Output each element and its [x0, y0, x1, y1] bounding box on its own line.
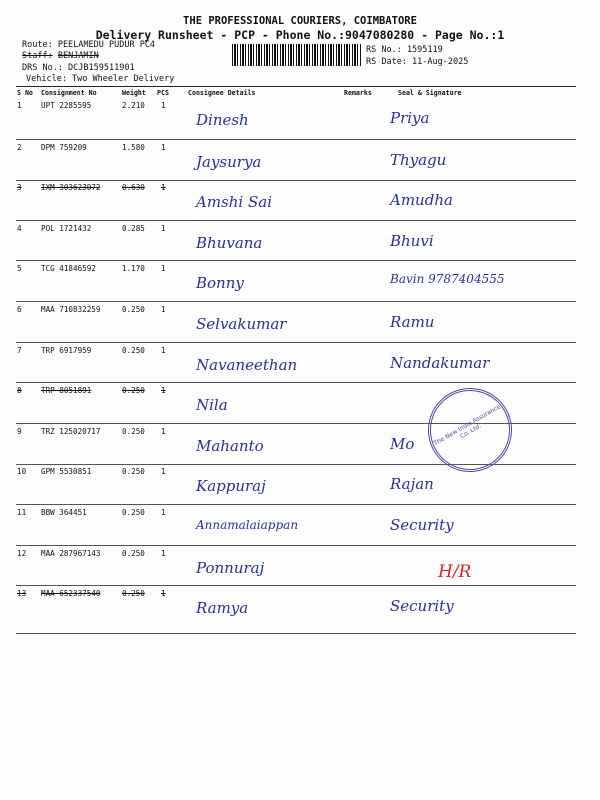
row-consignment: POL 1721432 — [41, 224, 92, 233]
row-pcs: 1 — [161, 183, 166, 192]
row-sno: 10 — [17, 467, 27, 476]
company-title: THE PROFESSIONAL COURIERS, COIMBATORE — [183, 15, 417, 27]
row-weight: 0.250 — [122, 346, 145, 355]
row-consignment: DPM 759209 — [41, 143, 87, 152]
row-weight: 0.250 — [122, 467, 145, 476]
consignee-signature: Bonny — [196, 274, 244, 292]
row-divider — [16, 301, 576, 302]
consignee-signature: Annamalaiappan — [196, 518, 299, 532]
rs-number: RS No.: 1595119 — [366, 45, 443, 55]
row-pcs: 1 — [161, 224, 166, 233]
row-sno: 4 — [17, 224, 22, 233]
seal-signature: Security — [390, 597, 454, 615]
row-divider — [16, 633, 576, 634]
row-divider — [16, 342, 576, 343]
row-consignment: IXM 303623072 — [41, 183, 101, 192]
route-line: Route: PEELAMEDU PUDUR PC4 — [22, 40, 156, 50]
row-sno: 11 — [17, 508, 27, 517]
row-sno: 3 — [17, 183, 22, 192]
row-pcs: 1 — [161, 305, 166, 314]
seal-signature: Mo — [390, 435, 415, 453]
staff-name: BENJAMIN — [57, 51, 99, 61]
consignee-signature: Ramya — [196, 599, 249, 617]
rs-date: RS Date: 11-Aug-2025 — [366, 57, 469, 67]
row-pcs: 1 — [161, 508, 166, 517]
row-weight: 0.250 — [122, 427, 145, 436]
consignee-signature: Nila — [196, 396, 228, 414]
row-pcs: 1 — [161, 549, 166, 558]
row-consignment: MAA 710832259 — [41, 305, 101, 314]
header-rule — [16, 86, 576, 87]
seal-signature: Ramu — [390, 313, 435, 331]
row-pcs: 1 — [161, 143, 166, 152]
consignee-signature: Mahanto — [196, 437, 264, 455]
row-sno: 5 — [17, 264, 22, 273]
row-sno: 8 — [17, 386, 22, 395]
row-sno: 6 — [17, 305, 22, 314]
seal-signature: Nandakumar — [390, 354, 490, 372]
row-consignment: GPM 5530851 — [41, 467, 92, 476]
staff-label: Staff: — [22, 51, 53, 61]
row-weight: 1.170 — [122, 264, 145, 273]
row-sno: 7 — [17, 346, 22, 355]
row-sno: 2 — [17, 143, 22, 152]
row-weight: 0.250 — [122, 386, 145, 395]
row-consignment: TRP 8051891 — [41, 386, 92, 395]
row-divider — [16, 545, 576, 546]
row-weight: 0.250 — [122, 305, 145, 314]
seal-signature: Thyagu — [390, 151, 447, 169]
seal-signature: Priya — [390, 109, 430, 127]
seal-signature: Bavin 9787404555 — [390, 272, 505, 286]
consignee-signature: Navaneethan — [196, 356, 298, 374]
consignee-signature: Kappuraj — [196, 477, 266, 495]
row-pcs: 1 — [161, 467, 166, 476]
hr-mark: H/R — [438, 562, 472, 582]
col-consignment: Consignment No — [41, 89, 97, 97]
consignee-signature: Amshi Sai — [196, 193, 272, 211]
company-stamp: The New India Assurance Co. Ltd. — [413, 373, 528, 488]
barcode — [232, 44, 362, 66]
row-consignment: TRZ 125020717 — [41, 427, 101, 436]
seal-signature: Amudha — [390, 191, 453, 209]
row-divider — [16, 585, 576, 586]
row-sno: 1 — [17, 101, 22, 110]
runsheet-title: Delivery Runsheet - PCP - Phone No.:9047080280 - Page No.:1 — [95, 28, 505, 42]
row-sno: 12 — [17, 549, 27, 558]
row-weight: 1.580 — [122, 143, 145, 152]
row-consignment: UPT 2285595 — [41, 101, 92, 110]
staff-line — [22, 51, 99, 61]
row-weight: 0.250 — [122, 589, 145, 598]
consignee-signature: Bhuvana — [196, 234, 263, 252]
col-pcs: PCS — [157, 89, 169, 97]
col-seal: Seal & Signature — [398, 89, 462, 97]
row-sno: 9 — [17, 427, 22, 436]
consignee-signature: Dinesh — [196, 111, 249, 129]
col-consignee: Consignee Details — [188, 89, 256, 97]
row-weight: 0.250 — [122, 508, 145, 517]
consignee-signature: Ponnuraj — [196, 559, 265, 577]
row-divider — [16, 382, 576, 383]
row-divider — [16, 504, 576, 505]
row-pcs: 1 — [161, 346, 166, 355]
row-consignment: MAA 287967143 — [41, 549, 101, 558]
consignee-signature: Selvakumar — [196, 315, 287, 333]
col-weight: Weight — [122, 89, 146, 97]
row-divider — [16, 220, 576, 221]
row-pcs: 1 — [161, 427, 166, 436]
row-pcs: 1 — [161, 589, 166, 598]
row-consignment: TCG 41846592 — [41, 264, 96, 273]
row-consignment: MAA 652337540 — [41, 589, 101, 598]
row-divider — [16, 180, 576, 181]
row-weight: 0.630 — [122, 183, 145, 192]
col-remarks: Remarks — [344, 89, 372, 97]
row-divider — [16, 260, 576, 261]
row-pcs: 1 — [161, 101, 166, 110]
row-divider — [16, 139, 576, 140]
seal-signature: Bhuvi — [390, 232, 434, 250]
row-weight: 2.210 — [122, 101, 145, 110]
consignee-signature: Jaysurya — [196, 153, 262, 171]
row-pcs: 1 — [161, 386, 166, 395]
row-consignment: TRP 6917959 — [41, 346, 92, 355]
row-pcs: 1 — [161, 264, 166, 273]
seal-signature: Security — [390, 516, 454, 534]
row-consignment: BBW 364451 — [41, 508, 87, 517]
col-sno: S No — [17, 89, 33, 97]
row-weight: 0.250 — [122, 549, 145, 558]
row-sno: 13 — [17, 589, 27, 598]
row-weight: 0.285 — [122, 224, 145, 233]
seal-signature: Rajan — [390, 475, 434, 493]
vehicle-line: Vehicle: Two Wheeler Delivery — [26, 74, 175, 84]
drs-line: DRS No.: DCJB159511901 — [22, 63, 135, 73]
